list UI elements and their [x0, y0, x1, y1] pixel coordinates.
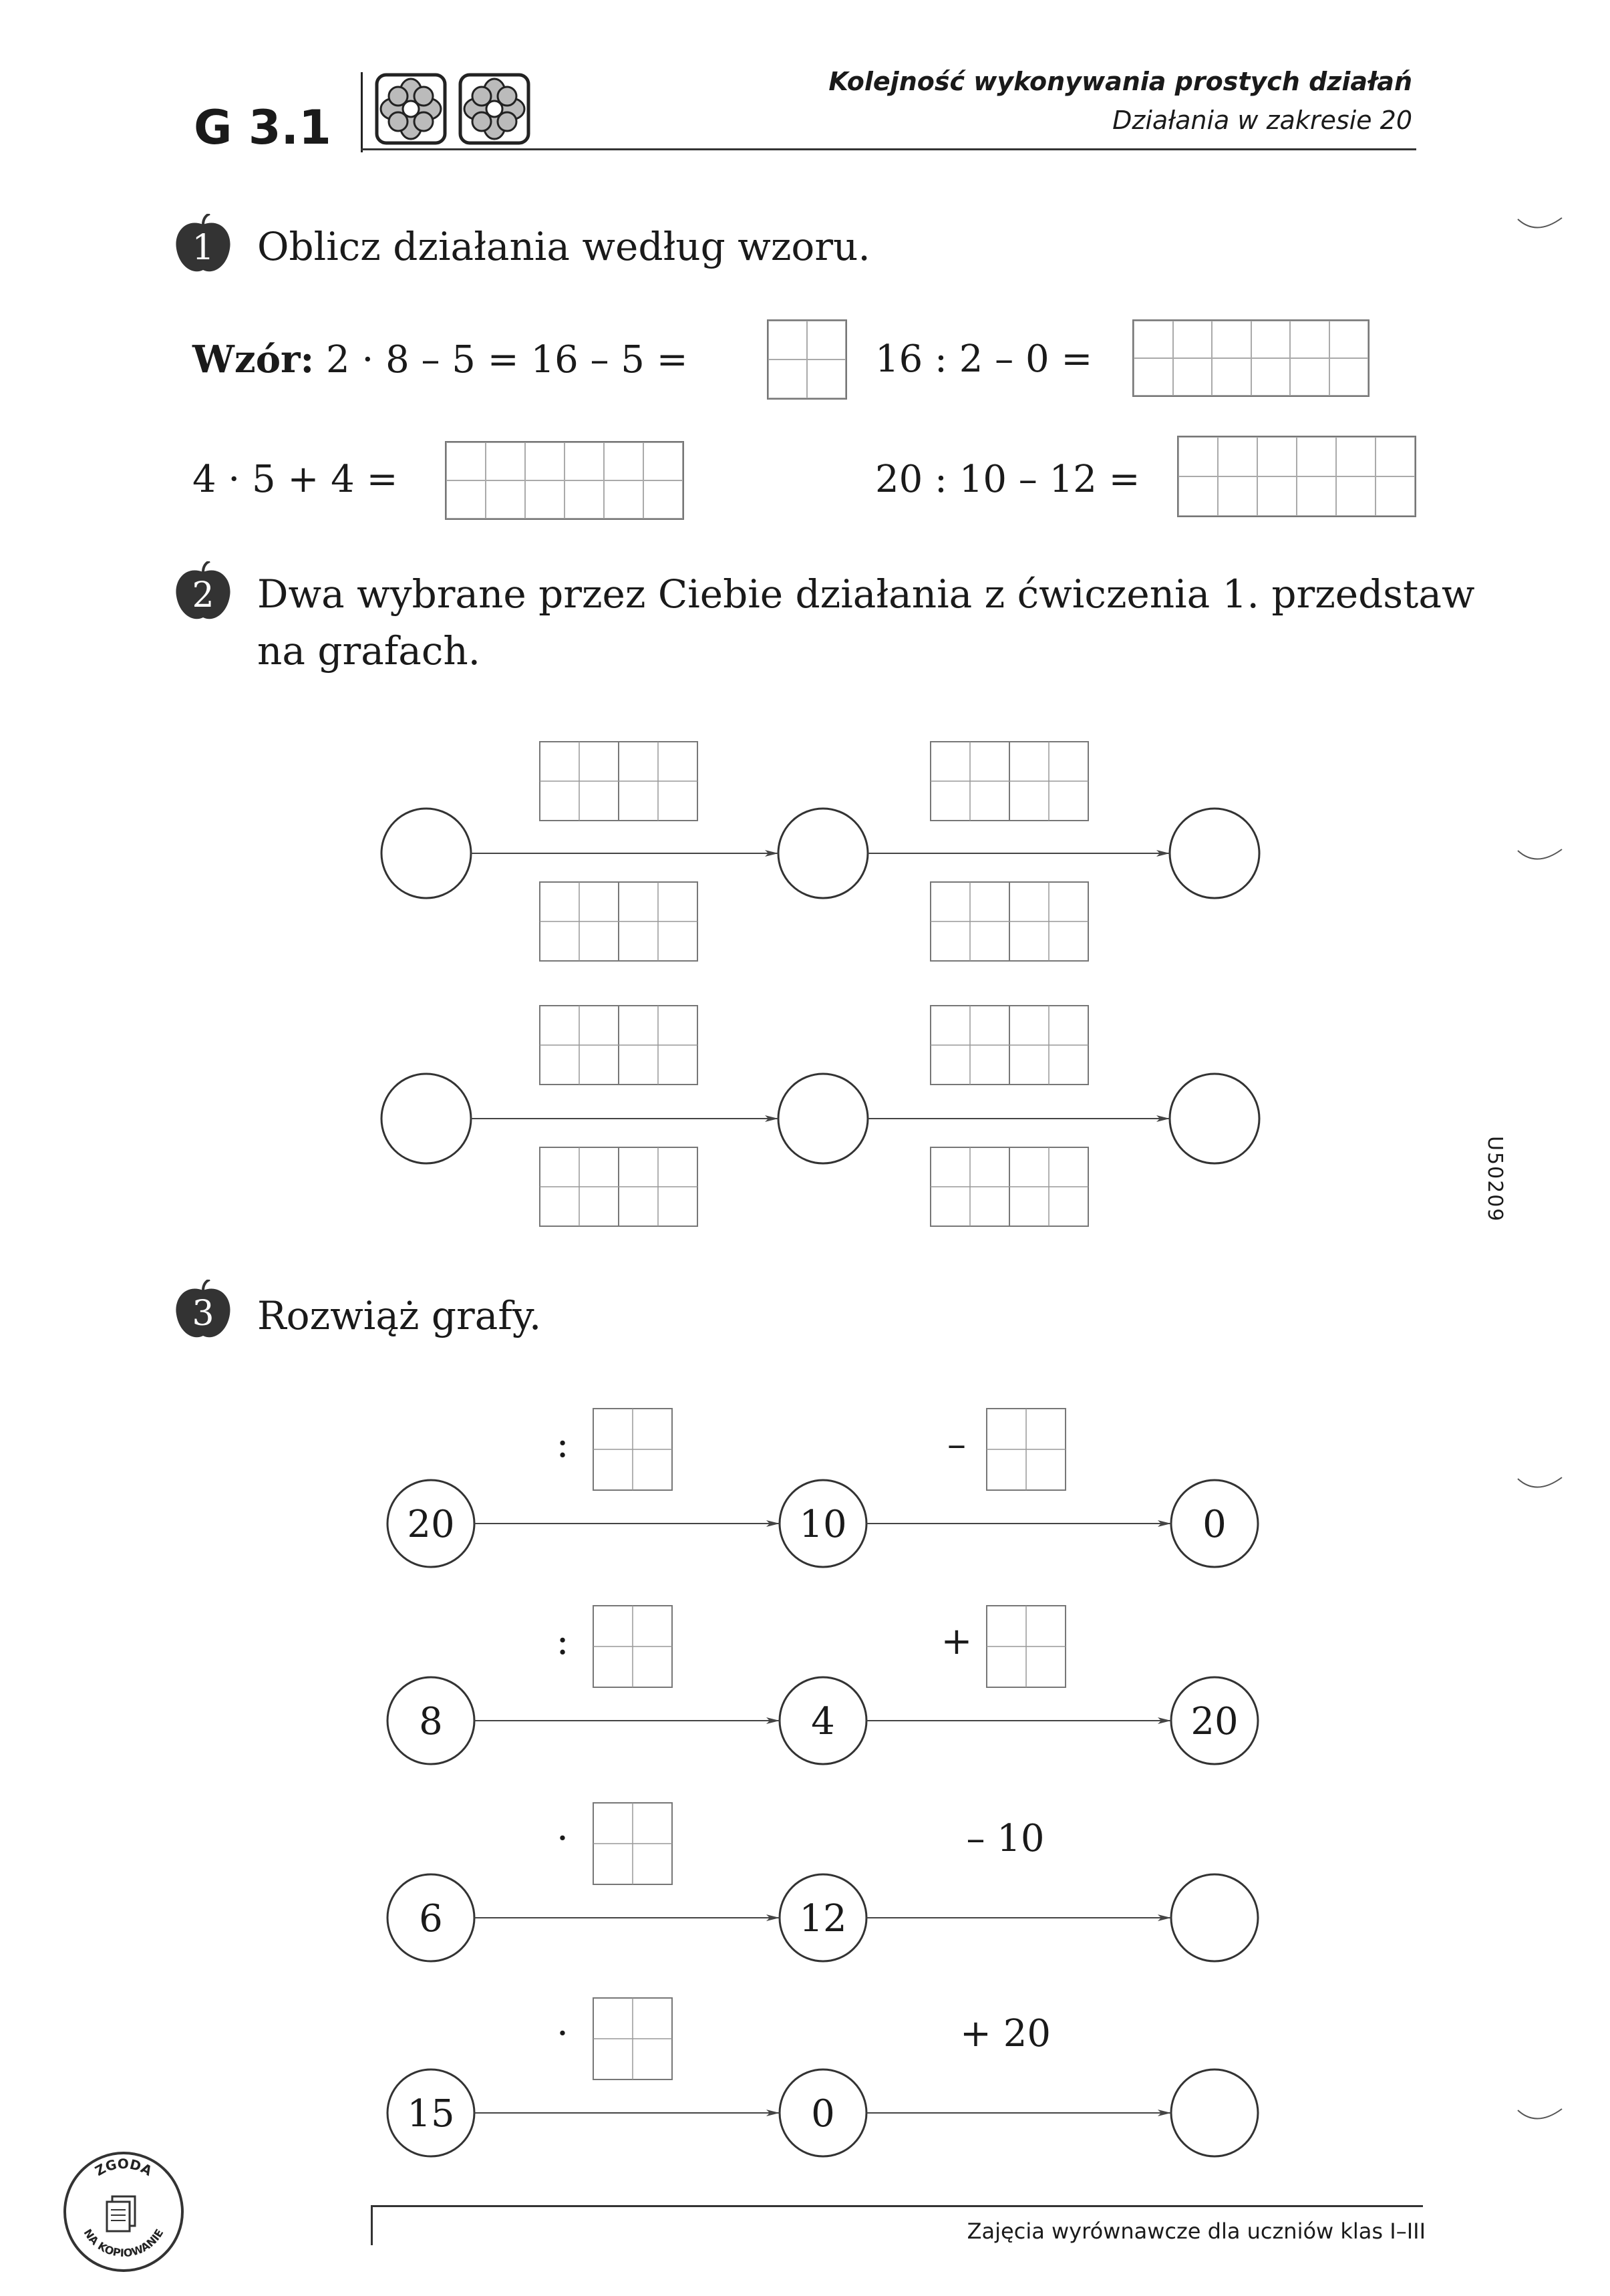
- punch-mark: [1516, 2105, 1563, 2125]
- flower-icon: [458, 72, 531, 146]
- node-circle: [1170, 809, 1259, 898]
- node-value-start: 15: [407, 2092, 455, 2136]
- node-value-end: 0: [1202, 1503, 1227, 1546]
- node-value-end: 20: [1190, 1700, 1239, 1743]
- header-title: Kolejność wykonywania prostych działań: [828, 67, 1412, 96]
- operator-1: ·: [556, 2012, 569, 2055]
- exercise-1: 16 : 2 – 0 =: [875, 337, 1093, 381]
- worksheet-code: G 3.1: [194, 100, 331, 155]
- node-value-mid: 0: [811, 2092, 835, 2136]
- task3-instruction: Rozwiąż grafy.: [257, 1293, 542, 1338]
- node-value-mid: 10: [799, 1503, 847, 1546]
- operator-1: ·: [556, 1817, 569, 1860]
- example-label: Wzór:: [192, 337, 315, 382]
- operator-1: :: [556, 1620, 569, 1663]
- solve-graphs: [0, 1390, 1610, 2192]
- answer-box[interactable]: [767, 319, 847, 400]
- header-divider: [361, 72, 363, 152]
- punch-mark: [1516, 845, 1563, 865]
- example-expression: 2 · 8 – 5 = 16 – 5 =: [326, 338, 688, 382]
- node-value-start: 6: [419, 1897, 443, 1941]
- node-circle: [1171, 1874, 1258, 1961]
- task2-instruction-line1: Dwa wybrane przez Ciebie działania z ćwiczenia 1. przedstaw: [257, 571, 1475, 617]
- exercise-2: 4 · 5 + 4 =: [192, 458, 398, 501]
- footer-rule: [371, 2205, 1423, 2207]
- node-circle: [381, 809, 471, 898]
- blank-graphs: [0, 722, 1610, 1230]
- node-value-mid: 12: [799, 1897, 847, 1941]
- answer-box[interactable]: [1177, 436, 1416, 517]
- answer-box[interactable]: [987, 1409, 1066, 1490]
- blank-box: [540, 1006, 697, 1085]
- blank-box: [931, 882, 1088, 961]
- answer-box[interactable]: [987, 1606, 1066, 1687]
- apple-number-icon: [172, 214, 234, 275]
- answer-box[interactable]: [445, 441, 684, 520]
- punch-mark: [1516, 1473, 1563, 1493]
- operator-2: + 20: [960, 2012, 1051, 2055]
- blank-box: [931, 1006, 1088, 1085]
- answer-box[interactable]: [593, 1409, 672, 1490]
- apple-number-icon: [172, 561, 234, 623]
- node-circle: [1171, 2069, 1258, 2156]
- task2-instruction-line2: na grafach.: [257, 628, 481, 674]
- header-subtitle: Działania w zakresie 20: [1112, 106, 1412, 135]
- node-value-start: 8: [419, 1700, 443, 1743]
- blank-box: [931, 742, 1088, 821]
- svg-text:NA KOPIOWANIE: NA KOPIOWANIE: [81, 2227, 166, 2260]
- node-circle: [778, 809, 868, 898]
- svg-text:1: 1: [192, 228, 214, 268]
- node-circle: [381, 1074, 471, 1163]
- side-code: U50209: [1483, 1136, 1506, 1223]
- footer-tick: [371, 2205, 373, 2245]
- operator-2: – 10: [966, 1817, 1045, 1860]
- node-value-start: 20: [407, 1503, 455, 1546]
- apple-number-icon: [172, 1280, 234, 1341]
- answer-box[interactable]: [593, 1606, 672, 1687]
- svg-text:3: 3: [192, 1294, 214, 1334]
- operator-1: :: [556, 1423, 569, 1466]
- footer-text: Zajęcia wyrównawcze dla uczniów klas I–III: [967, 2218, 1426, 2244]
- header-rule: [361, 148, 1416, 150]
- blank-box: [540, 742, 697, 821]
- blank-box: [540, 1147, 697, 1226]
- task1-instruction: Oblicz działania według wzoru.: [257, 224, 870, 269]
- svg-text:2: 2: [192, 575, 214, 615]
- exercise-3: 20 : 10 – 12 =: [875, 458, 1140, 501]
- answer-box[interactable]: [593, 1998, 672, 2079]
- operator-2: +: [941, 1620, 973, 1663]
- node-circle: [1170, 1074, 1259, 1163]
- flower-icon: [374, 72, 448, 146]
- answer-box[interactable]: [1132, 319, 1370, 397]
- svg-text:ZGODA: ZGODA: [92, 2155, 155, 2179]
- operator-2: –: [947, 1423, 966, 1466]
- node-value-mid: 4: [811, 1700, 835, 1743]
- blank-box: [540, 882, 697, 961]
- answer-box[interactable]: [593, 1803, 672, 1884]
- node-circle: [778, 1074, 868, 1163]
- punch-mark: [1516, 214, 1563, 234]
- blank-box: [931, 1147, 1088, 1226]
- copy-stamp-icon: [60, 2148, 187, 2275]
